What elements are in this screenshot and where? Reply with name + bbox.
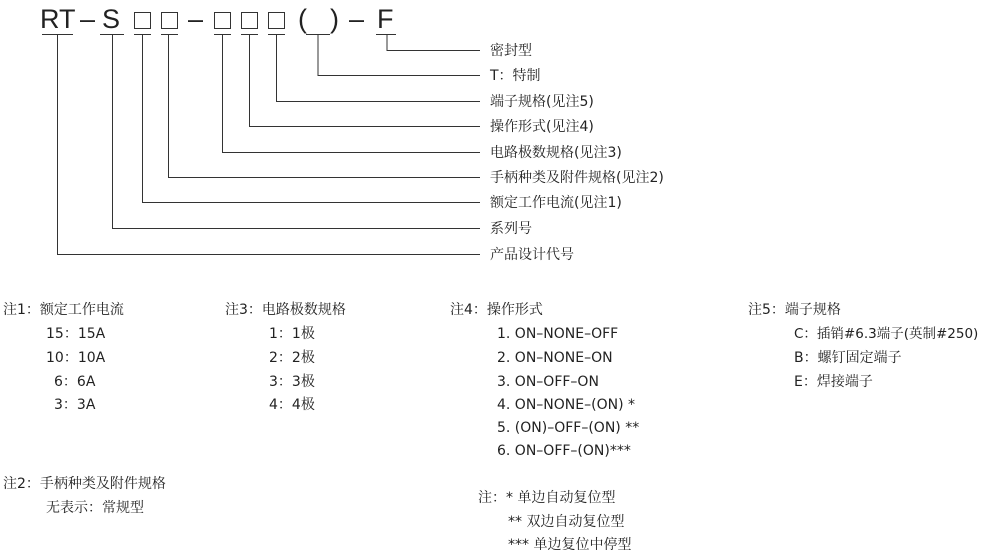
note3-item: 2：2极 <box>269 350 315 366</box>
note4-item: 5. (ON)–OFF–(ON) ** <box>497 420 640 436</box>
note1-item: 6：6A <box>54 374 96 390</box>
code-dash-1: – <box>80 4 96 34</box>
note4-item: 6. ON–OFF–(ON)*** <box>497 443 631 459</box>
note1-item: 3：3A <box>54 397 96 413</box>
note4-item: 3. ON–OFF–ON <box>497 374 599 390</box>
label-handle: 手柄种类及附件规格(见注2) <box>490 170 664 186</box>
code-prefix: RT <box>40 4 76 34</box>
note5-item: E：焊接端子 <box>794 374 873 390</box>
note2-title: 注2：手柄种类及附件规格 <box>3 476 166 492</box>
note4-item: 1. ON–NONE–OFF <box>497 326 619 342</box>
label-special: T：特制 <box>490 68 541 84</box>
code-dash-2: – <box>188 4 204 34</box>
label-design-code: 产品设计代号 <box>490 247 574 263</box>
note3-item: 3：3极 <box>269 374 315 390</box>
note1-item: 15：15A <box>46 326 106 342</box>
code-dash-3: – <box>349 4 365 34</box>
code-close-paren: ) <box>330 4 339 34</box>
label-sealed: 密封型 <box>490 43 532 59</box>
note1-item: 10：10A <box>46 350 106 366</box>
footnote-item: *** 单边复位中停型 <box>508 537 632 550</box>
label-terminal: 端子规格(见注5) <box>490 94 594 110</box>
note3-item: 1：1极 <box>269 326 315 342</box>
code-open-paren: ( <box>298 4 307 34</box>
note5-item: C：插销#6.3端子(英制#250) <box>794 326 979 342</box>
code-series: S <box>102 4 121 34</box>
note5-item: B：螺钉固定端子 <box>794 350 902 366</box>
note1-title: 注1：额定工作电流 <box>3 302 124 318</box>
footnote-item: 注：* 单边自动复位型 <box>478 490 616 506</box>
footnote-item: ** 双边自动复位型 <box>508 514 625 530</box>
note4-title: 注4：操作形式 <box>450 302 543 318</box>
note4-item: 4. ON–NONE–(ON) * <box>497 397 635 413</box>
note3-item: 4：4极 <box>269 397 315 413</box>
label-series: 系列号 <box>490 221 532 237</box>
note4-item: 2. ON–NONE–ON <box>497 350 613 366</box>
note5-title: 注5：端子规格 <box>748 302 841 318</box>
note3-title: 注3：电路极数规格 <box>225 302 346 318</box>
label-operation: 操作形式(见注4) <box>490 119 594 135</box>
note2-item: 无表示：常规型 <box>46 500 144 516</box>
label-current: 额定工作电流(见注1) <box>490 195 622 211</box>
label-poles: 电路极数规格(见注3) <box>490 145 622 161</box>
code-suffix: F <box>377 4 394 34</box>
